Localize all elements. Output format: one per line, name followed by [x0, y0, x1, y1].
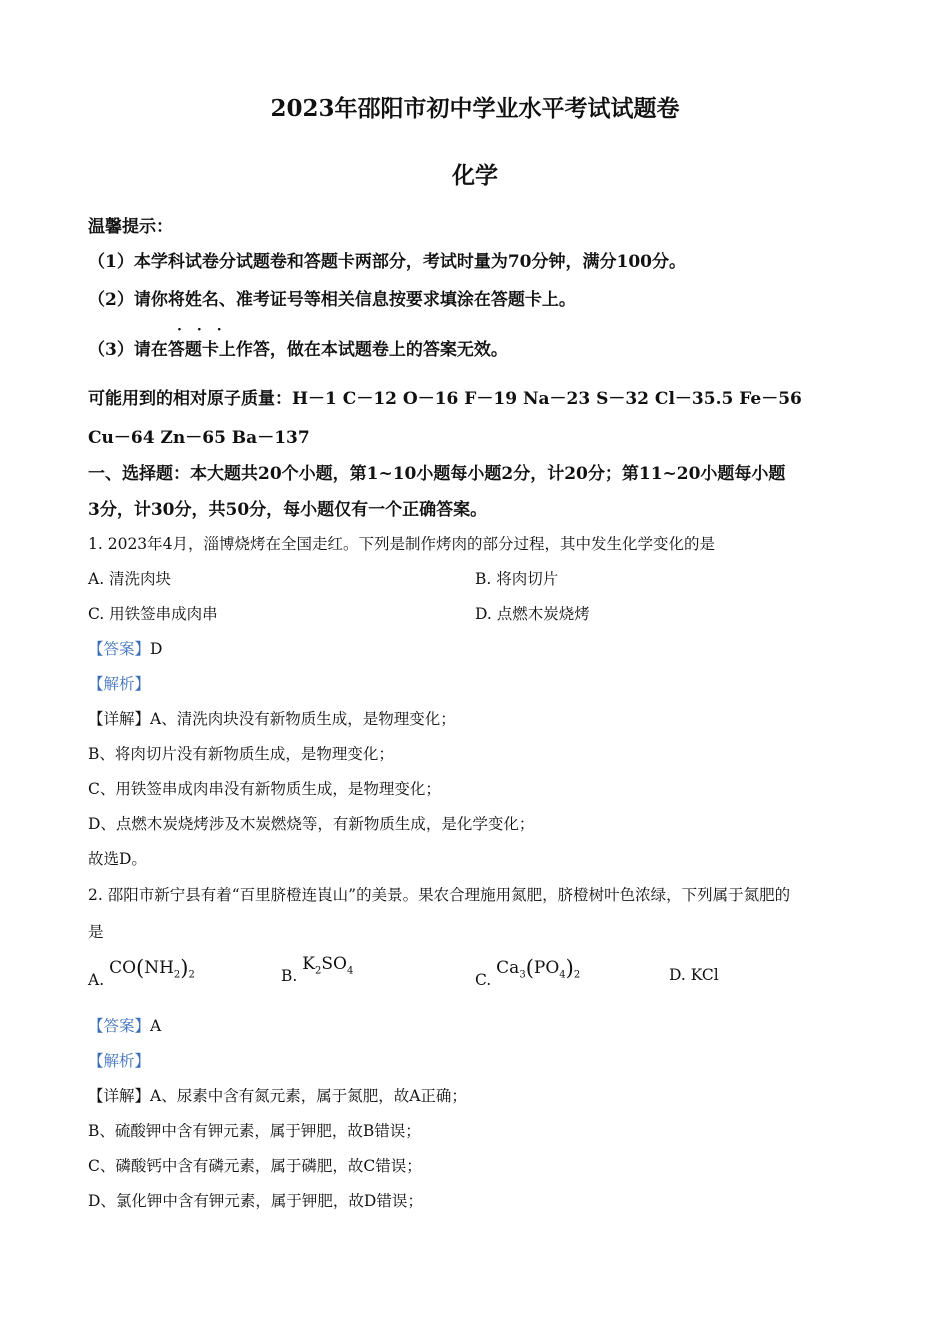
q1-detail-line-3: C、用铁签串成肉串没有新物质生成，是物理变化； — [88, 780, 441, 798]
q1-answer — [88, 637, 162, 659]
formula-urea: $CO(NH_2)_2$ — [109, 956, 195, 981]
q1-analysis-tag: 【解析】 — [88, 675, 151, 693]
q1-detail-line-2: B、将肉切片没有新物质生成，是物理变化； — [88, 745, 394, 763]
formula-calcium-phosphate: $Ca_3(PO_4)_2$ — [496, 956, 581, 981]
detail-text: A、清洗肉块没有新物质生成，是物理变化； — [150, 710, 456, 728]
q2-detail-line-3: C、磷酸钙中含有磷元素，属于磷肥，故C错误； — [88, 1157, 422, 1175]
tip-item-1: （1）本学科试卷分试题卷和答题卡两部分，考试时量为70分钟，满分100分。 — [88, 252, 686, 272]
q1-option-b: B. 将肉切片 — [475, 570, 559, 588]
question-1-stem: 1. 2023年4月，淄博烧烤在全国走红。下列是制作烤肉的部分过程，其中发生化学变化的是 — [88, 535, 716, 553]
q2-option-a — [88, 956, 195, 992]
tips-heading: 温馨提示： — [88, 217, 173, 237]
answer-value: D — [150, 640, 163, 658]
tip-item-2: （2）请你将姓名、准考证号等相关信息按要求填涂在答题卡上。 — [88, 290, 576, 310]
q2-option-b — [281, 954, 354, 988]
formula-potassium-chloride: KCl — [690, 966, 719, 984]
option-label: C. — [475, 971, 492, 989]
answer-value: A — [150, 1017, 162, 1035]
q2-analysis-tag: 【解析】 — [88, 1052, 151, 1070]
section-heading-line-2: 3分，计30分，共50分，每小题仅有一个正确答案。 — [88, 500, 488, 520]
question-2-stem-line-1: 2. 邵阳市新宁县有着“百里脐橙连崀山”的美景。果农合理施用氮肥，脐橙树叶色浓绿，下列属于氮肥的 — [88, 886, 791, 904]
option-label: D. — [669, 966, 686, 984]
option-label: B. — [281, 967, 298, 985]
q2-option-c — [475, 956, 581, 992]
q1-option-c: C. 用铁签串成肉串 — [88, 605, 218, 623]
q2-detail-line-1 — [88, 1084, 467, 1106]
section-heading-line-1: 一、选择题：本大题共20个小题，第1~10小题每小题2分，计20分；第11~20小题每小题 — [88, 464, 786, 484]
q1-detail-line-5: 故选D。 — [88, 850, 147, 868]
question-2-stem-line-2: 是 — [88, 923, 104, 941]
exam-title: 2023年邵阳市初中学业水平考试试题卷 — [270, 95, 680, 122]
q1-option-a: A. 清洗肉块 — [88, 570, 172, 588]
option-label: A. — [88, 971, 105, 989]
answer-tag: 【答案】 — [88, 640, 151, 658]
q1-detail-line-4: D、点燃木炭烧烤涉及木炭燃烧等，有新物质生成，是化学变化； — [88, 815, 535, 833]
q1-option-d: D. 点燃木炭烧烤 — [475, 605, 590, 623]
q2-detail-line-2: B、硫酸钾中含有钾元素，属于钾肥，故B错误； — [88, 1122, 421, 1140]
q2-detail-line-4: D、氯化钾中含有钾元素，属于钾肥，故D错误； — [88, 1192, 423, 1210]
q2-option-d — [669, 966, 719, 984]
detail-tag: 【详解】 — [88, 710, 151, 728]
emphasis-dots: ··· — [177, 322, 237, 338]
atomic-mass-line-1: 可能用到的相对原子质量：H－1 C－12 O－16 F－19 Na－23 S－32 Cl－35.5 Fe－56 — [88, 389, 802, 409]
formula-potassium-sulfate: $K_2SO_4$ — [302, 954, 354, 977]
answer-tag: 【答案】 — [88, 1017, 151, 1035]
detail-text: A、尿素中含有氮元素，属于氮肥，故A正确； — [150, 1087, 467, 1105]
q1-detail-line-1 — [88, 707, 456, 729]
tip-item-3: （3）请在答题卡上作答，做在本试题卷上的答案无效。 — [88, 340, 508, 360]
atomic-mass-line-2: Cu－64 Zn－65 Ba－137 — [88, 428, 310, 448]
q2-answer — [88, 1014, 161, 1036]
detail-tag: 【详解】 — [88, 1087, 151, 1105]
subject-title: 化学 — [452, 162, 498, 189]
